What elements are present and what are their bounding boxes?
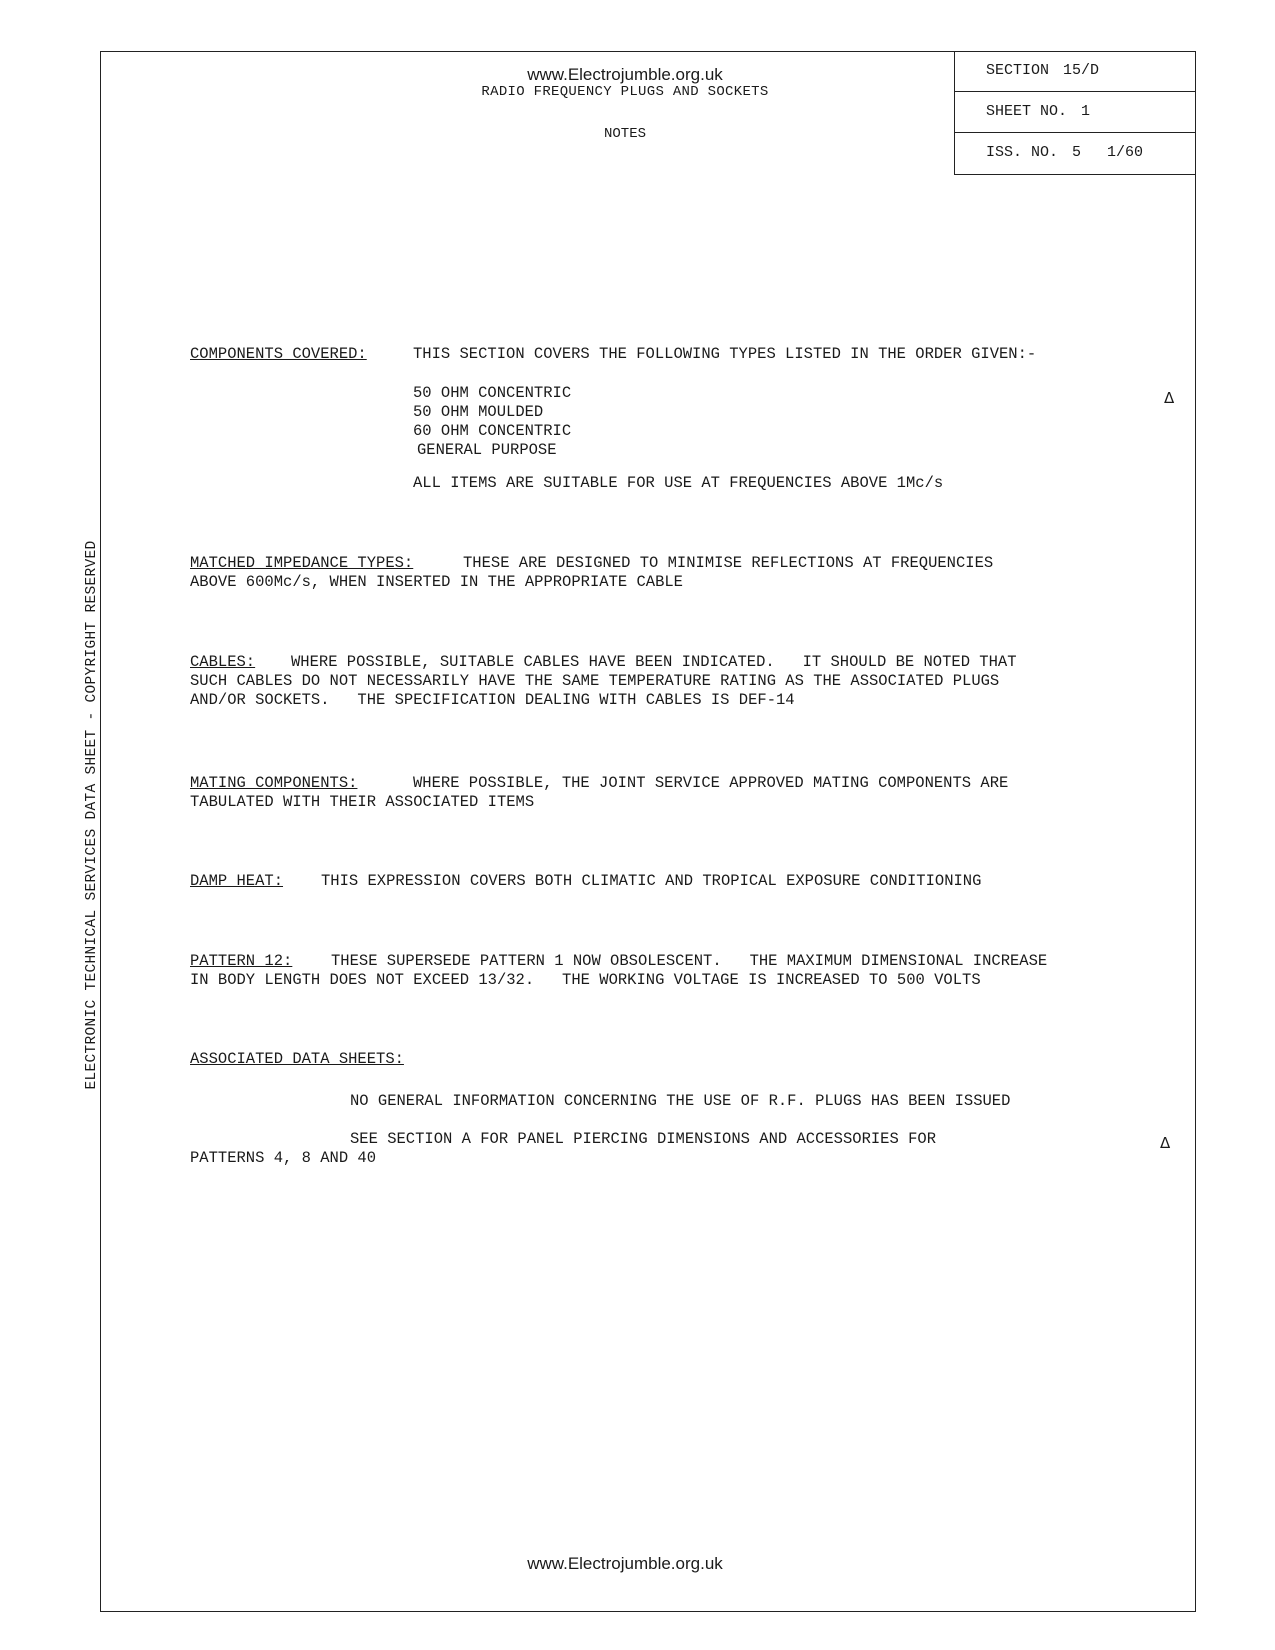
- associated-line: PATTERNS 4, 8 AND 40: [190, 1149, 377, 1167]
- header-site-url: www.Electrojumble.org.uk: [527, 65, 723, 84]
- associated-heading: ASSOCIATED DATA SHEETS:: [190, 1050, 404, 1068]
- footer-site-url: www.Electrojumble.org.uk: [527, 1554, 723, 1573]
- sheet-label: SHEET NO.: [986, 103, 1068, 120]
- issue-label: ISS. NO.: [986, 144, 1059, 161]
- mating-line: WHERE POSSIBLE, THE JOINT SERVICE APPROVED MATING COMPONENTS ARE: [413, 774, 1009, 792]
- section-value: 15/D: [1063, 62, 1100, 79]
- component-type: GENERAL PURPOSE: [417, 441, 557, 459]
- pattern-line: THESE SUPERSEDE PATTERN 1 NOW OBSOLESCENT. THE MAXIMUM DIMENSIONAL INCREASE: [331, 952, 1048, 970]
- issue-cell: [955, 133, 1196, 174]
- components-intro: THIS SECTION COVERS THE FOLLOWING TYPES LISTED IN THE ORDER GIVEN:-: [413, 345, 1037, 363]
- component-type: 50 OHM MOULDED: [413, 403, 544, 421]
- cables-heading: CABLES:: [190, 653, 256, 671]
- matched-line: THESE ARE DESIGNED TO MINIMISE REFLECTIONS AT FREQUENCIES: [463, 554, 994, 572]
- document-subtitle: NOTES: [603, 126, 646, 142]
- cables-line: WHERE POSSIBLE, SUITABLE CABLES HAVE BEEN INDICATED. IT SHOULD BE NOTED THAT: [291, 653, 1017, 671]
- mating-heading: MATING COMPONENTS:: [190, 774, 358, 792]
- cables-line: SUCH CABLES DO NOT NECESSARILY HAVE THE SAME TEMPERATURE RATING AS THE ASSOCIATED PLUGS: [190, 672, 1000, 690]
- damp-line: THIS EXPRESSION COVERS BOTH CLIMATIC AND TROPICAL EXPOSURE CONDITIONING: [321, 872, 982, 890]
- associated-line: NO GENERAL INFORMATION CONCERNING THE USE OF R.F. PLUGS HAS BEEN ISSUED: [350, 1092, 1011, 1110]
- pattern-heading: PATTERN 12:: [190, 952, 293, 970]
- matched-heading: MATCHED IMPEDANCE TYPES:: [190, 554, 414, 572]
- amendment-marker-icon: Δ: [1160, 1134, 1171, 1152]
- sheet-info-box: [954, 51, 1196, 175]
- mating-line: TABULATED WITH THEIR ASSOCIATED ITEMS: [190, 793, 535, 811]
- page-border: [100, 51, 1196, 1612]
- components-heading: COMPONENTS COVERED:: [190, 345, 367, 363]
- issue-value: 5: [1072, 144, 1082, 161]
- sheet-cell: [955, 92, 1196, 133]
- damp-heading: DAMP HEAT:: [190, 872, 284, 890]
- section-cell: [955, 51, 1196, 92]
- components-note: ALL ITEMS ARE SUITABLE FOR USE AT FREQUENCIES ABOVE 1Mc/s: [413, 474, 944, 492]
- sheet-value: 1: [1081, 103, 1091, 120]
- cables-line: AND/OR SOCKETS. THE SPECIFICATION DEALING WITH CABLES IS DEF-14: [190, 691, 795, 709]
- component-type: 50 OHM CONCENTRIC: [413, 384, 572, 402]
- pattern-line: IN BODY LENGTH DOES NOT EXCEED 13/32. THE WORKING VOLTAGE IS INCREASED TO 500 VOLTS: [190, 971, 981, 989]
- document-title: RADIO FREQUENCY PLUGS AND SOCKETS: [481, 84, 769, 100]
- section-label: SECTION: [986, 62, 1050, 79]
- component-type: 60 OHM CONCENTRIC: [413, 422, 572, 440]
- associated-line: SEE SECTION A FOR PANEL PIERCING DIMENSIONS AND ACCESSORIES FOR: [350, 1130, 936, 1148]
- copyright-sidebar: ELECTRONIC TECHNICAL SERVICES DATA SHEET - COPYRIGHT RESERVED: [84, 540, 100, 1090]
- issue-date: 1/60: [1107, 144, 1144, 161]
- matched-line: ABOVE 600Mc/s, WHEN INSERTED IN THE APPROPRIATE CABLE: [190, 573, 683, 591]
- amendment-marker-icon: Δ: [1164, 389, 1175, 407]
